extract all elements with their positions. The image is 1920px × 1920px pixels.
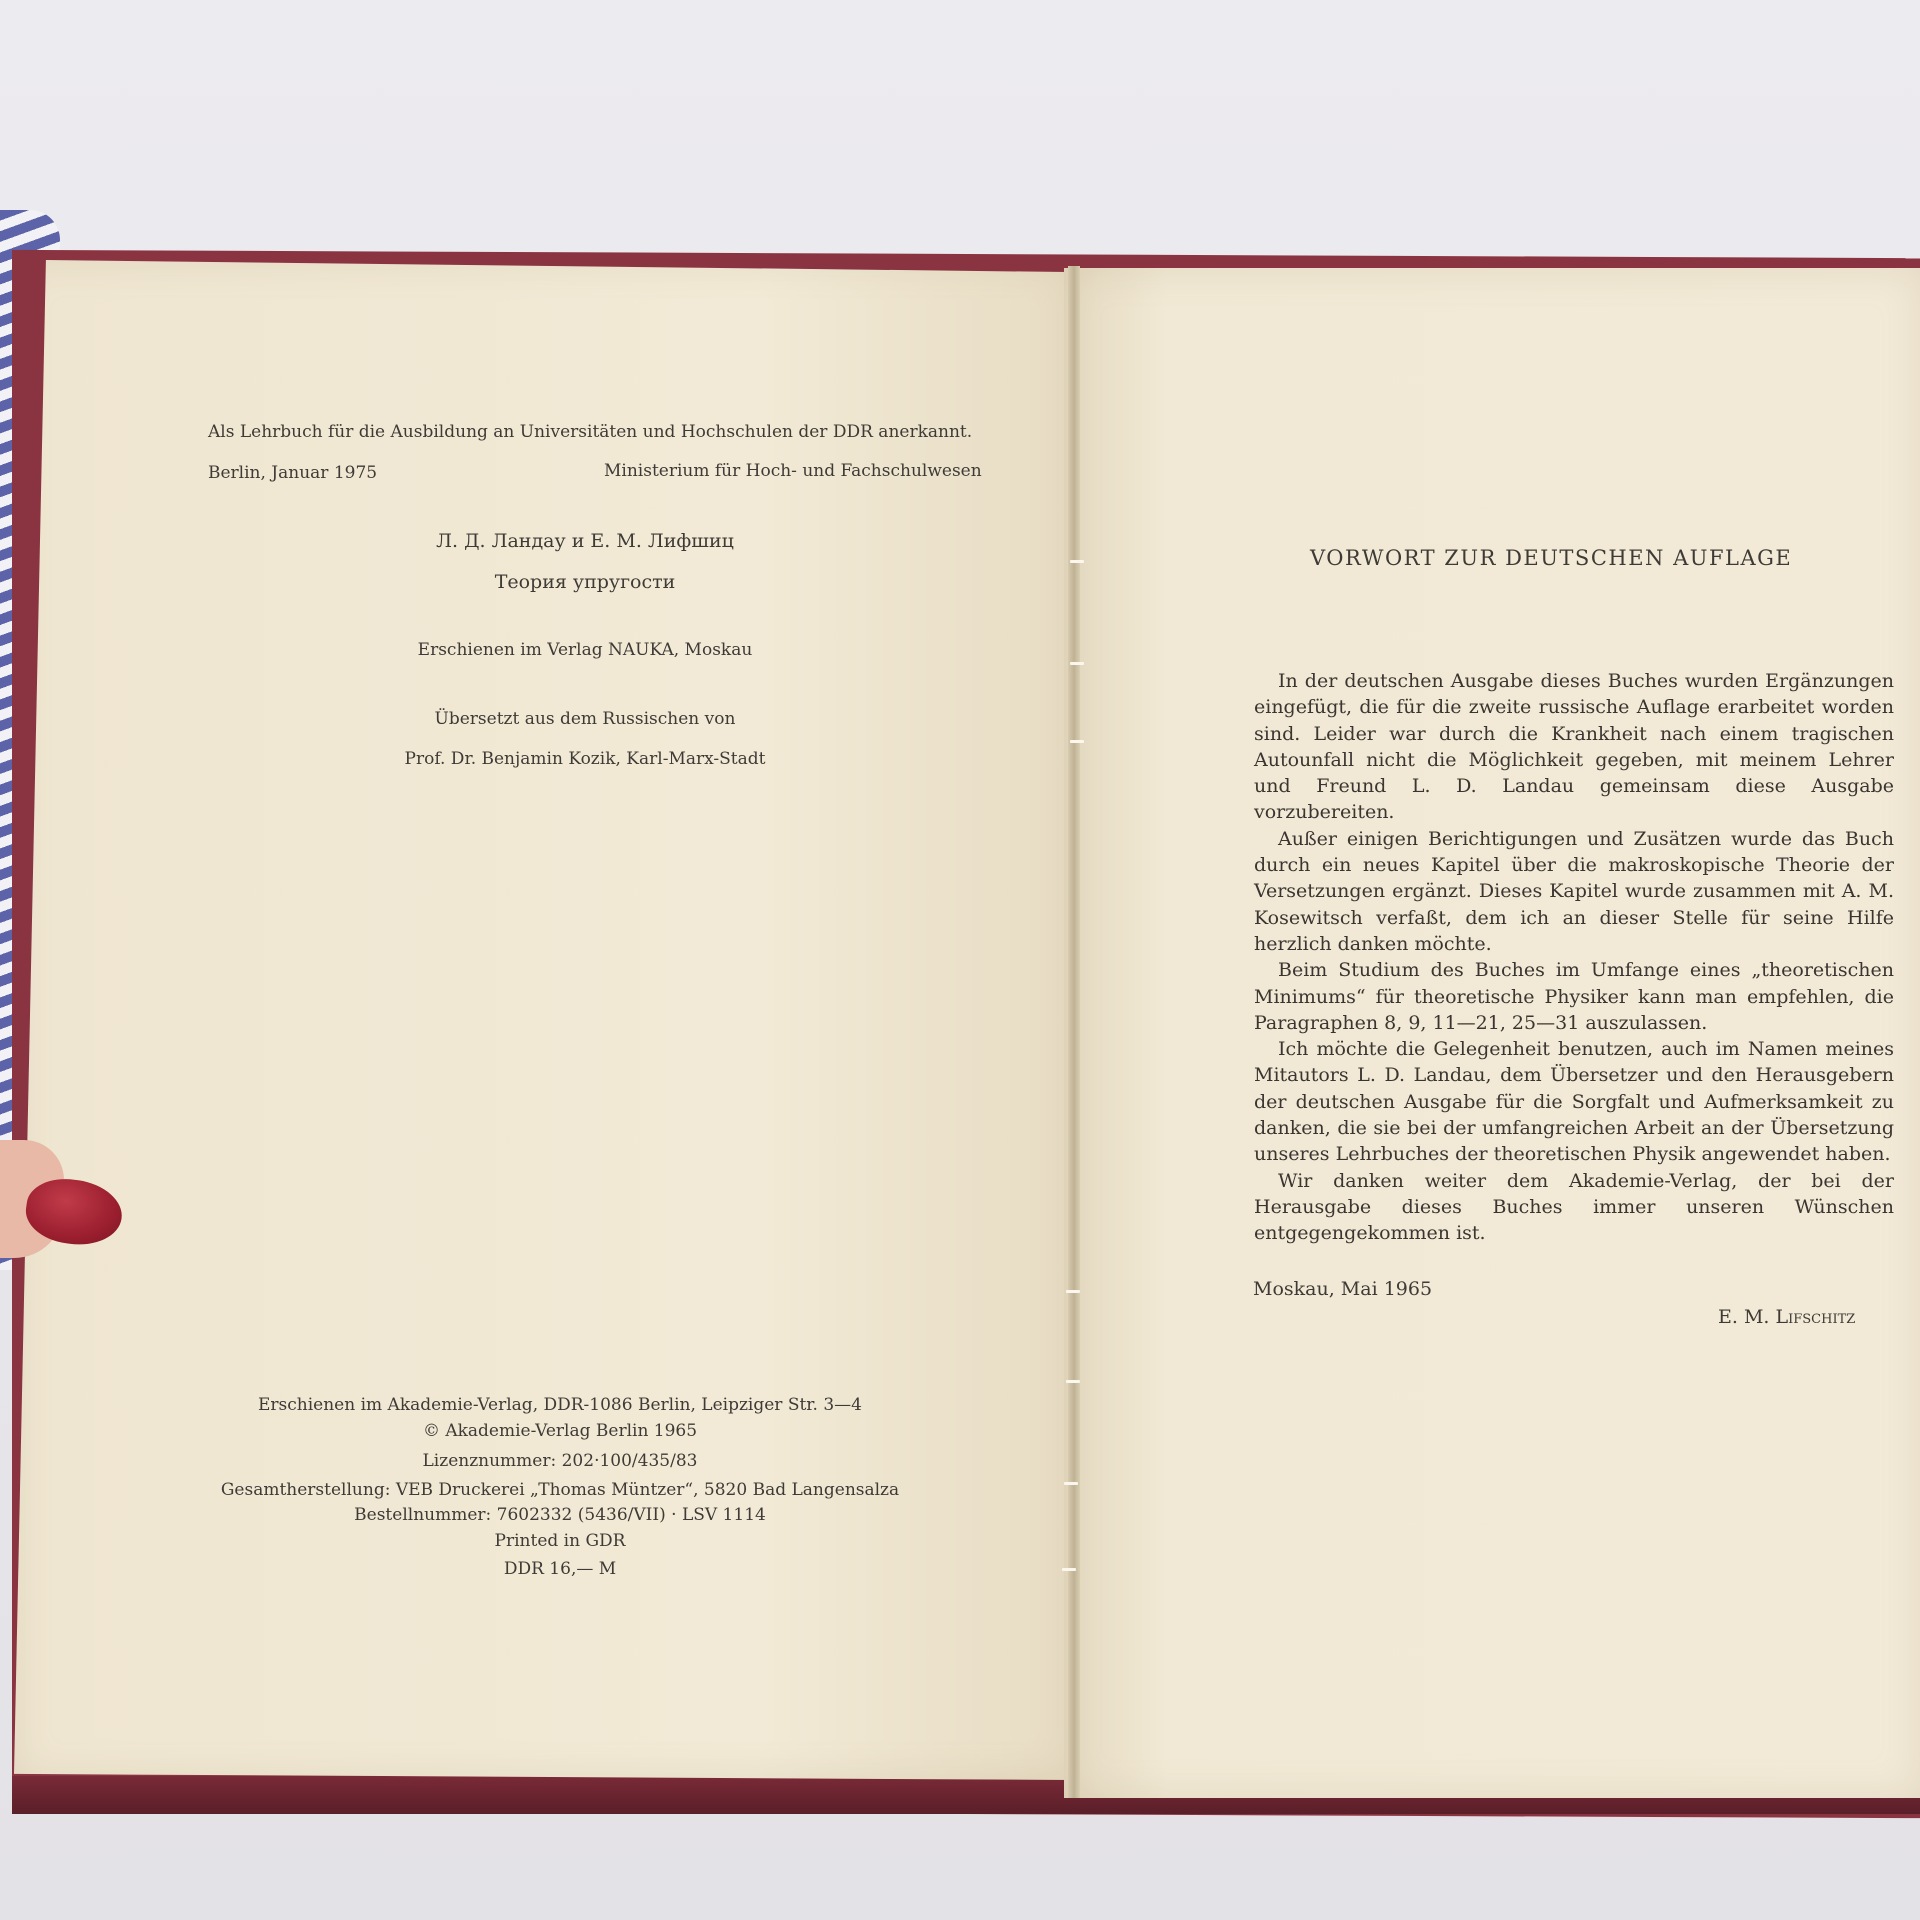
preface-paragraph: In der deutschen Ausgabe dieses Buches wurden Ergänzungen eingefügt, die für die zweite russische Auflage erarbeitet worden sind. Leider war durch die Krankheit nach einem tragischen Autounfall nicht die Möglichkeit gegeben, mit meinem Lehrer und Freund L. D. Landau gemeinsam diese Ausgabe vorzubereiten. [1254,670,1894,824]
preface-paragraph: Außer einigen Berichtigungen und Zusätzen wurde das Buch durch ein neues Kapitel über die makroskopische Theorie der Versetzungen ergänzt. Dieses Kapitel wurde zusammen mit A. M. Kosewitsch verfaßt, dem ich an dieser Stelle für seine Hilfe herzlich danken möchte. [1254,827,1894,955]
preface-signature: E. M. Lifschitz [1718,1306,1856,1328]
imprint-line: © Akademie-Verlag Berlin 1965 [422,1421,698,1441]
original-publisher: Erschienen im Verlag NAUKA, Moskau [417,640,753,660]
translator: Prof. Dr. Benjamin Kozik, Karl-Marx-Stadt [404,749,766,769]
imprint-line: Erschienen im Akademie-Verlag, DDR-1086 Berlin, Leipziger Str. 3—4 [258,1395,862,1415]
preface-body [1254,668,1894,1247]
binding-stitch [1070,560,1084,563]
preface-paragraph: Beim Studium des Buches im Umfange eines „theoretischen Minimums“ für theoretische Physiker kann man empfehlen, die Paragraphen 8, 9, 11—21, 25—31 auszulassen. [1254,959,1894,1034]
imprint-line: Printed in GDR [494,1531,626,1551]
binding-stitch [1066,1290,1080,1293]
binding-stitch [1064,1482,1078,1485]
binding-stitch [1070,740,1084,743]
binding-stitch [1066,1380,1080,1383]
preface-paragraph: Wir danken weiter dem Akademie-Verlag, der bei der Herausgabe dieses Buches immer unseren Wünschen entgegengekommen ist. [1254,1169,1894,1245]
imprint-line: Bestellnummer: 7602332 (5436/VII) · LSV 1114 [354,1505,766,1525]
approval-note: Als Lehrbuch für die Ausbildung an Universitäten und Hochschulen der DDR anerkannt. [208,422,973,442]
ministry-name: Ministerium für Hoch- und Fachschulwesen [604,461,982,481]
translated-from: Übersetzt aus dem Russischen von [434,709,736,729]
binding-stitch [1062,1568,1076,1571]
preface-heading: VORWORT ZUR DEUTSCHEN AUFLAGE [1310,546,1793,570]
binding-stitch [1070,662,1084,665]
russian-authors: Л. Д. Ландау и Е. М. Лифшиц [436,530,734,552]
approval-place-date: Berlin, Januar 1975 [208,463,378,483]
imprint-line: DDR 16,— M [503,1559,617,1579]
preface-paragraph: Ich möchte die Gelegenheit benutzen, auch im Namen meines Mitautors L. D. Landau, dem Übersetzer und den Herausgebern der deutschen Ausgabe für die Sorgfalt und Aufmerksamkeit zu danken, die sie bei der umfangreichen Arbeit an der Übersetzung unseres Lehrbuches der theoretischen Physik angewendet haben. [1254,1038,1894,1166]
imprint-line: Lizenznummer: 202·100/435/83 [422,1451,698,1471]
left-page [14,260,1078,1780]
russian-title: Теория упругости [494,571,676,593]
preface-place-date: Moskau, Mai 1965 [1253,1278,1433,1300]
imprint-line: Gesamtherstellung: VEB Druckerei „Thomas Müntzer“, 5820 Bad Langensalza [220,1480,900,1500]
